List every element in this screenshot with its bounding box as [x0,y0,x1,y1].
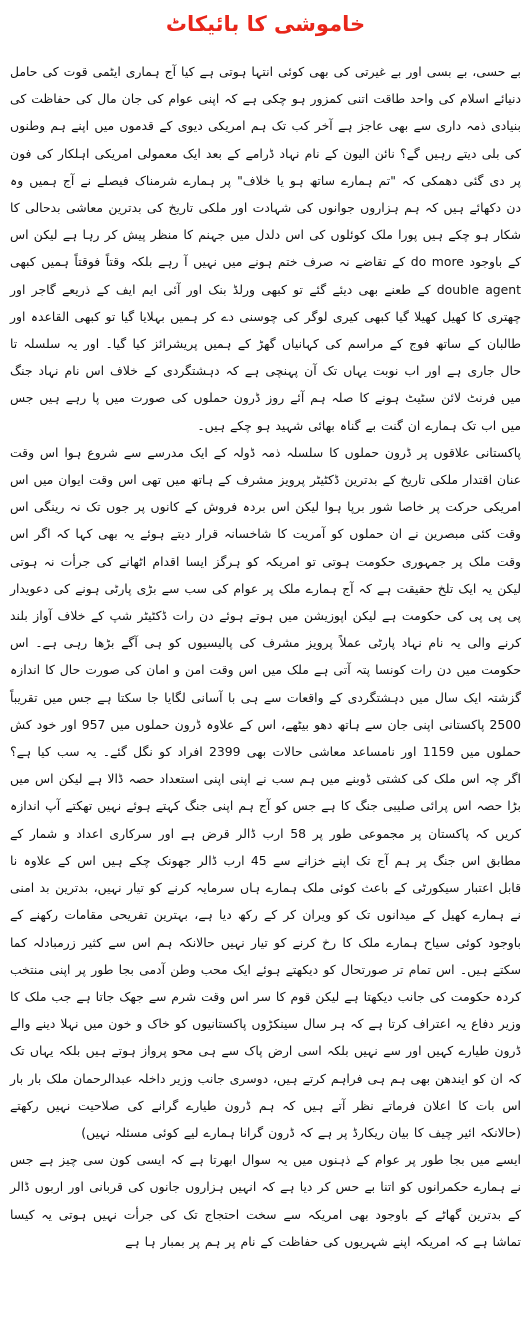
article-body [10,58,521,1255]
paragraph-2: پاکستانی علاقوں پر ڈرون حملوں کا سلسلہ ذمہ ڈولہ کے ایک مدرسے سے شروع ہوا اس وقت عنان اقتدار ملکی تاریخ کے بدترین ڈکٹیٹر پرویز مشرف کے ہاتھ میں تھی اس وقت ایوان میں اس امریکی حرکت پر خاصا شور برپا ہوا لیکن اس بردہ فروش کے کانوں پر جوں تک نہ رینگی اس وقت کئی مبصرین نے ان حملوں کو آمریت کا شاخسانہ قرار دیتے ہوئے یہ بھی کہا کہ اگر اس وقت ملک پر جمہوری حکومت ہوتی تو امریکہ کو ہرگز ایسا اقدام اٹھانے کی جرأت نہ ہوتی لیکن یہ ایک تلخ حقیقت ہے کہ آج ہمارے ملک پر عوام کی سب سے بڑی پارٹی ہونے کی دعویدار پی پی پی کی حکومت ہے لیکن اپوزیشن میں ہوتے ہوئے دن رات ڈکٹیٹر شپ کے خلاف آواز بلند کرنے والی یہ نام نہاد پارٹی عملاً پرویز مشرف کی پالیسیوں کو ہی آگے بڑھا رہی ہے۔ اس حکومت میں دن رات کونسا پتہ آتی ہے ملک میں اس وقت امن و امان کی صورت حال کا اندازہ گزشتہ ایک سال میں دہشتگردی کے واقعات سے ہی با آسانی لگایا جا سکتا ہے جس میں تقریباً 2500 پاکستانی اپنی جان سے ہاتھ دھو بیٹھے، اس کے علاوہ ڈرون حملوں میں 957 اور خود کش حملوں میں 1159 اور نامساعد معاشی حالات بھی 2399 افراد کو نگل گئے۔ یہ سب کیا ہے؟ اگر چہ اس ملک کی کشتی ڈوبنے میں ہم سب نے اپنی اپنی استعداد حصہ ڈالا ہے لیکن اس میں بڑا حصہ اس پرائی صلیبی جنگ کا ہے جس کو آج ہم اپنی جنگ کہتے ہوئے نہیں تھکتے آپ اندازہ کریں کہ پاکستان پر مجموعی طور پر 58 ارب ڈالر قرض ہے اور سرکاری اعداد و شمار کے مطابق اس جنگ پر ہم آج تک اپنے خزانے سے 45 ارب ڈالر جھونک چکے ہیں اس کے علاوہ نا قابل اعتبار سیکورٹی کے باعث کوئی ملک ہمارے ہاں سرمایہ کرنے کو تیار نہیں، بدترین بد امنی نے ہمارے کھیل کے میدانوں تک کو ویران کر کے رکھ دیا ہے، بہترین تفریحی مقامات رکھنے کے باوجود کوئی سیاح ہمارے ملک کا رخ کرنے کو تیار نہیں حالانکہ ہم اس سے کثیر زرمبادلہ کما سکتے ہیں۔ اس تمام تر صورتحال کو دیکھتے ہوئے ایک محب وطن آدمی بجا طور پر اپنی منتخب کردہ حکومت کی جانب دیکھتا ہے لیکن قوم کا سر اس وقت شرم سے جھک جاتا ہے جب ملک کا وزیر دفاع یہ اعتراف کرتا ہے کہ ہر سال سینکڑوں پاکستانیوں کو خاک و خون میں نہلا دینے والے ڈرون طیارے کہیں اور سے نہیں بلکہ اسی ارض پاک سے ہی محو پرواز ہوتے ہیں بلکہ یہاں تک کہ ان کو ایندھن بھی ہم ہی فراہم کرتے ہیں، دوسری جانب وزیر داخلہ عبدالرحمان ملک بار بار اس بات کا اعلان فرماتے نظر آتے ہیں کہ ہم ڈرون طیارے گرانے کی صلاحیت نہیں رکھتے (حالانکہ ائیر چیف کا بیان ریکارڈ پر ہے کہ ڈرون گرانا ہمارے لیے کوئی مسئلہ نہیں) [10,444,521,1140]
article-title: خاموشی کا بائیکاٹ [165,12,366,36]
paragraph-3: ایسے میں بجا طور پر عوام کے ذہنوں میں یہ سوال ابھرتا ہے کہ ایسی کون سی چیز ہے جس نے ہمارے حکمرانوں کو اتنا بے حس کر دیا ہے کہ انہیں ہزاروں جانوں کی قربانی اور اربوں ڈالر کے بدترین گھاٹے کے باوجود بھی امریکہ سے سخت احتجاج تک کی جرأت نہیں ہوتی یہ کیسا تماشا ہے کہ امریکہ اپنے شہریوں کی حفاظت کے نام پر ہم پر بمبار ہا ہے [10,1152,521,1249]
paragraph-1: بے حسی، بے بسی اور بے غیرتی کی بھی کوئی انتہا ہوتی ہے کیا آج ہماری ایٹمی قوت کی حامل دنیائے اسلام کی واحد طاقت اتنی کمزور ہو چکی ہے کہ اپنی عوام کی جان مال کی حفاظت کی بنیادی ذمہ داری سے بھی عاجز ہے آخر کب تک ہم امریکی دیوی کے قدموں میں اپنے ہم وطنوں کی بلی دیتے رہیں گے؟ نائن الیون کے نام نہاد ڈرامے کے بعد ایک معمولی امریکی اہلکار کی فون پر دی گئی دھمکی کہ "تم ہمارے ساتھ ہو یا خلاف" پر ہمارے شرمناک فیصلے نے آج ہمیں وہ دن دکھائے ہیں کہ ہم ہزاروں جوانوں کی شہادت اور ملکی تاریخ کی بدترین معاشی بدحالی کا شکار ہو چکے ہیں پورا ملک کوئلوں کی اس دلدل میں جہنم کا منظر پیش کر رہا ہے لیکن اس کے باوجود do more کے تقاضے نہ صرف ختم ہونے میں نہیں آ رہے بلکہ وقتاً فوقتاً ہمیں کبھی double agent کے طعنے بھی دیئے گئے تو کبھی ورلڈ بنک اور آئی ایم ایف کے ذریعے گاجر اور چھتری کا کھیل کھیلا گیا کبھی کیری لوگر کی چوسنی دے کر ہمیں بہلایا گیا تو کبھی القاعدہ اور طالبان کے ساتھ فوج کے مراسم کی کہانیاں گھڑ کے ہمیں پریشرائز کیا گیا۔ اور یہ سلسلہ تا حال جاری ہے اور اب نوبت یہاں تک آن پہنچی ہے کہ دہشتگردی کے خلاف اس نام نہاد جنگ میں فرنٹ لائن سٹیٹ ہونے کا صلہ ہم آئے روز ڈرون حملوں کی صورت میں پا رہے ہیں جس میں اب تک ہمارے ان گنت بے گناہ بھائی شہید ہو چکے ہیں۔ [10,64,522,433]
